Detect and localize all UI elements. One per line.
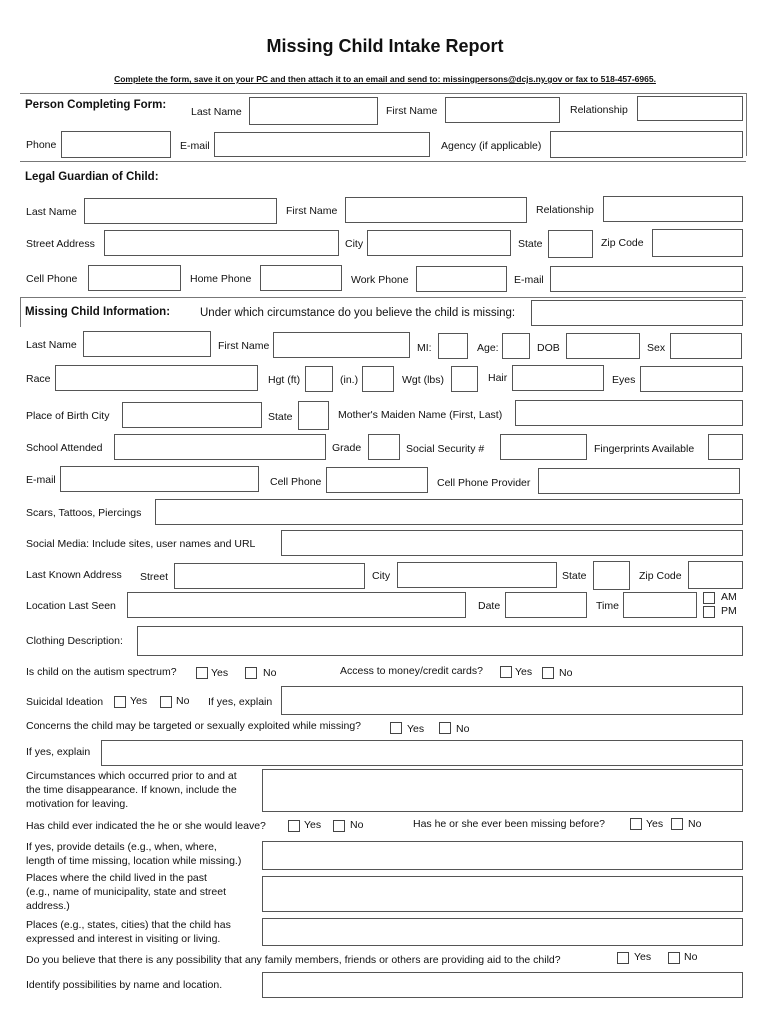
label: Location Last Seen bbox=[26, 600, 116, 612]
identify-field[interactable] bbox=[262, 972, 743, 998]
last-street-field[interactable] bbox=[174, 563, 365, 589]
details-field[interactable] bbox=[262, 841, 743, 870]
child-eyes-field[interactable] bbox=[640, 366, 743, 392]
child-height-ft-field[interactable] bbox=[305, 366, 333, 392]
label: Last Name bbox=[26, 206, 77, 218]
money-yes-checkbox[interactable] bbox=[500, 666, 512, 678]
child-race-field[interactable] bbox=[55, 365, 258, 391]
label: Scars, Tattoos, Piercings bbox=[26, 507, 142, 519]
child-email-field[interactable] bbox=[60, 466, 259, 492]
guardian-home-field[interactable] bbox=[260, 265, 342, 291]
label: First Name bbox=[286, 205, 338, 217]
label: Grade bbox=[332, 442, 362, 454]
label: No bbox=[559, 667, 573, 679]
label: Street bbox=[140, 571, 169, 583]
last-city-field[interactable] bbox=[397, 562, 557, 588]
label: Concerns the child may be targeted or sexually exploited while missing? bbox=[26, 720, 362, 732]
instructions: Complete the form, save it on your PC and then attach it to an email and send to: missingpersons@dcjs.ny.gov or fax to 518-457-6965. bbox=[114, 74, 656, 84]
label bbox=[26, 840, 241, 868]
label: No bbox=[688, 818, 702, 830]
label: If yes, explain bbox=[26, 746, 91, 758]
label: Hgt (ft) bbox=[268, 374, 301, 386]
label: Suicidal Ideation bbox=[26, 696, 104, 708]
child-first-name-field[interactable] bbox=[273, 332, 410, 358]
am-checkbox[interactable] bbox=[703, 592, 715, 604]
targeted-yes-checkbox[interactable] bbox=[390, 722, 402, 734]
label: Agency (if applicable) bbox=[441, 140, 542, 152]
pm-checkbox[interactable] bbox=[703, 606, 715, 618]
label: Access to money/credit cards? bbox=[340, 665, 483, 677]
guardian-city-field[interactable] bbox=[367, 230, 511, 256]
label: Phone bbox=[26, 139, 57, 151]
label: Has child ever indicated the he or she would leave? bbox=[26, 820, 266, 832]
label: No bbox=[456, 723, 470, 735]
child-dob-field[interactable] bbox=[566, 333, 640, 359]
targeted-no-checkbox[interactable] bbox=[439, 722, 451, 734]
label: City bbox=[345, 238, 364, 250]
divider bbox=[20, 93, 746, 94]
label: DOB bbox=[537, 342, 560, 354]
places-lived-field[interactable] bbox=[262, 876, 743, 912]
guardian-zip-field[interactable] bbox=[652, 229, 743, 257]
last-state-field[interactable] bbox=[593, 561, 630, 590]
time-field[interactable] bbox=[623, 592, 697, 618]
label: Zip Code bbox=[639, 570, 682, 582]
person-relationship-field[interactable] bbox=[637, 96, 743, 121]
label: Wgt (lbs) bbox=[402, 374, 444, 386]
label: Fingerprints Available bbox=[594, 443, 695, 455]
person-first-name-field[interactable] bbox=[445, 97, 560, 123]
label: Cell Phone bbox=[26, 273, 78, 285]
autism-no-checkbox[interactable] bbox=[245, 667, 257, 679]
label: Eyes bbox=[612, 374, 636, 386]
label: School Attended bbox=[26, 442, 103, 454]
label: Last Name bbox=[191, 106, 242, 118]
guardian-state-field[interactable] bbox=[548, 230, 593, 258]
label: Age: bbox=[477, 342, 499, 354]
label: Place of Birth City bbox=[26, 410, 110, 422]
label: Yes bbox=[211, 667, 229, 679]
label: State bbox=[562, 570, 587, 582]
divider bbox=[20, 161, 746, 162]
child-hair-field[interactable] bbox=[512, 365, 604, 391]
label: If yes, explain bbox=[208, 696, 273, 708]
label: No bbox=[684, 951, 698, 963]
person-email-field[interactable] bbox=[214, 132, 430, 157]
child-last-name-field[interactable] bbox=[83, 331, 211, 357]
guardian-work-field[interactable] bbox=[416, 266, 507, 292]
social-media-field[interactable] bbox=[281, 530, 743, 556]
child-mi-field[interactable] bbox=[438, 333, 468, 359]
child-weight-field[interactable] bbox=[451, 366, 478, 392]
circumstances-line: the time disappearance. If known, include the bbox=[26, 784, 237, 796]
places-lived-line: address.) bbox=[26, 900, 70, 912]
label: Has he or she ever been missing before? bbox=[413, 818, 606, 830]
label: Last Name bbox=[26, 339, 77, 351]
guardian-last-name-field[interactable] bbox=[84, 198, 277, 224]
label: Yes bbox=[515, 666, 533, 678]
label: No bbox=[176, 695, 190, 707]
child-sex-field[interactable] bbox=[670, 333, 742, 359]
label: Yes bbox=[407, 723, 425, 735]
child-height-in-field[interactable] bbox=[362, 366, 394, 392]
label: Clothing Description: bbox=[26, 635, 123, 647]
label: Work Phone bbox=[351, 274, 409, 286]
circumstances-line: Circumstances which occurred prior to and at bbox=[26, 770, 237, 782]
details-line: length of time missing, location while missing.) bbox=[26, 855, 242, 867]
label: Relationship bbox=[570, 104, 628, 116]
circumstance-field[interactable] bbox=[531, 300, 743, 326]
birth-state-field[interactable] bbox=[298, 401, 329, 430]
label: Zip Code bbox=[601, 237, 644, 249]
label bbox=[26, 918, 231, 946]
scars-field[interactable] bbox=[155, 499, 743, 525]
label: Home Phone bbox=[190, 273, 252, 285]
label: Relationship bbox=[536, 204, 594, 216]
missing-before-yes-checkbox[interactable] bbox=[630, 818, 642, 830]
child-cell-field[interactable] bbox=[326, 467, 428, 493]
label: PM bbox=[721, 605, 737, 617]
label: Cell Phone bbox=[270, 476, 322, 488]
label: E-mail bbox=[26, 474, 56, 486]
label: Time bbox=[596, 600, 619, 612]
label: Under which circumstance do you believe the child is missing: bbox=[200, 307, 516, 319]
label: State bbox=[518, 238, 543, 250]
label: Identify possibilities by name and location. bbox=[26, 979, 223, 991]
label: (in.) bbox=[340, 374, 359, 386]
suicidal-yes-checkbox[interactable] bbox=[114, 696, 126, 708]
person-agency-field[interactable] bbox=[550, 131, 743, 158]
guardian-street-field[interactable] bbox=[104, 230, 339, 256]
divider bbox=[20, 297, 21, 327]
label: Hair bbox=[488, 372, 508, 384]
school-field[interactable] bbox=[114, 434, 326, 460]
label: E-mail bbox=[180, 140, 210, 152]
label: Mother's Maiden Name (First, Last) bbox=[338, 409, 503, 421]
guardian-cell-field[interactable] bbox=[88, 265, 181, 291]
label: City bbox=[372, 570, 391, 582]
guardian-relationship-field[interactable] bbox=[603, 196, 743, 222]
label: No bbox=[263, 667, 277, 679]
person-last-name-field[interactable] bbox=[249, 97, 378, 125]
label: Yes bbox=[130, 695, 148, 707]
label: Yes bbox=[634, 951, 652, 963]
label: AM bbox=[721, 591, 737, 603]
guardian-first-name-field[interactable] bbox=[345, 197, 527, 223]
child-age-field[interactable] bbox=[502, 333, 530, 359]
suicidal-explain-field[interactable] bbox=[281, 686, 743, 715]
money-no-checkbox[interactable] bbox=[542, 667, 554, 679]
label: Race bbox=[26, 373, 51, 385]
places-interest-line: Places (e.g., states, cities) that the child has bbox=[26, 919, 231, 931]
circumstances-field[interactable] bbox=[262, 769, 743, 812]
mothers-maiden-name-field[interactable] bbox=[515, 400, 743, 426]
location-seen-field[interactable] bbox=[127, 592, 466, 618]
label bbox=[26, 871, 226, 913]
label: Yes bbox=[304, 819, 322, 831]
label: Is child on the autism spectrum? bbox=[26, 666, 177, 678]
places-lived-line: (e.g., name of municipality, state and street bbox=[26, 886, 226, 898]
places-lived-line: Places where the child lived in the past bbox=[26, 872, 207, 884]
grade-field[interactable] bbox=[368, 434, 400, 460]
guardian-email-field[interactable] bbox=[550, 266, 743, 292]
targeted-explain-field[interactable] bbox=[101, 740, 743, 766]
suicidal-no-checkbox[interactable] bbox=[160, 696, 172, 708]
label: Do you believe that there is any possibility that any family members, friends or others are providing aid to the child? bbox=[26, 954, 561, 966]
person-phone-field[interactable] bbox=[61, 131, 171, 158]
label: Social Security # bbox=[406, 443, 485, 455]
label: Cell Phone Provider bbox=[437, 477, 531, 489]
label bbox=[26, 769, 237, 811]
label: MI: bbox=[417, 342, 432, 354]
places-interest-field[interactable] bbox=[262, 918, 743, 946]
fingerprints-field[interactable] bbox=[708, 434, 743, 460]
label: Last Known Address bbox=[26, 569, 122, 581]
label: Date bbox=[478, 600, 501, 612]
section-heading: Missing Child Information: bbox=[25, 306, 171, 318]
last-zip-field[interactable] bbox=[688, 561, 743, 589]
aid-no-checkbox[interactable] bbox=[668, 952, 680, 964]
indicated-no-checkbox[interactable] bbox=[333, 820, 345, 832]
details-line: If yes, provide details (e.g., when, where, bbox=[26, 841, 217, 853]
missing-before-no-checkbox[interactable] bbox=[671, 818, 683, 830]
divider bbox=[20, 297, 746, 298]
label: E-mail bbox=[514, 274, 544, 286]
divider bbox=[746, 93, 747, 156]
label: First Name bbox=[386, 105, 438, 117]
label: No bbox=[350, 819, 364, 831]
label: Yes bbox=[646, 818, 664, 830]
birth-city-field[interactable] bbox=[122, 402, 262, 428]
label: Street Address bbox=[26, 238, 95, 250]
label: Social Media: Include sites, user names and URL bbox=[26, 538, 256, 550]
label: State bbox=[268, 411, 293, 423]
indicated-yes-checkbox[interactable] bbox=[288, 820, 300, 832]
label: Sex bbox=[647, 342, 666, 354]
circumstances-line: motivation for leaving. bbox=[26, 798, 129, 810]
places-interest-line: expressed and interest in visiting or living. bbox=[26, 933, 221, 945]
section-heading: Person Completing Form: bbox=[25, 99, 167, 111]
section-heading: Legal Guardian of Child: bbox=[25, 171, 159, 183]
date-field[interactable] bbox=[505, 592, 587, 618]
autism-yes-checkbox[interactable] bbox=[196, 667, 208, 679]
page-title: Missing Child Intake Report bbox=[266, 36, 504, 56]
ssn-field[interactable] bbox=[500, 434, 587, 460]
label: First Name bbox=[218, 340, 270, 352]
cell-provider-field[interactable] bbox=[538, 468, 740, 494]
clothing-field[interactable] bbox=[137, 626, 743, 656]
aid-yes-checkbox[interactable] bbox=[617, 952, 629, 964]
